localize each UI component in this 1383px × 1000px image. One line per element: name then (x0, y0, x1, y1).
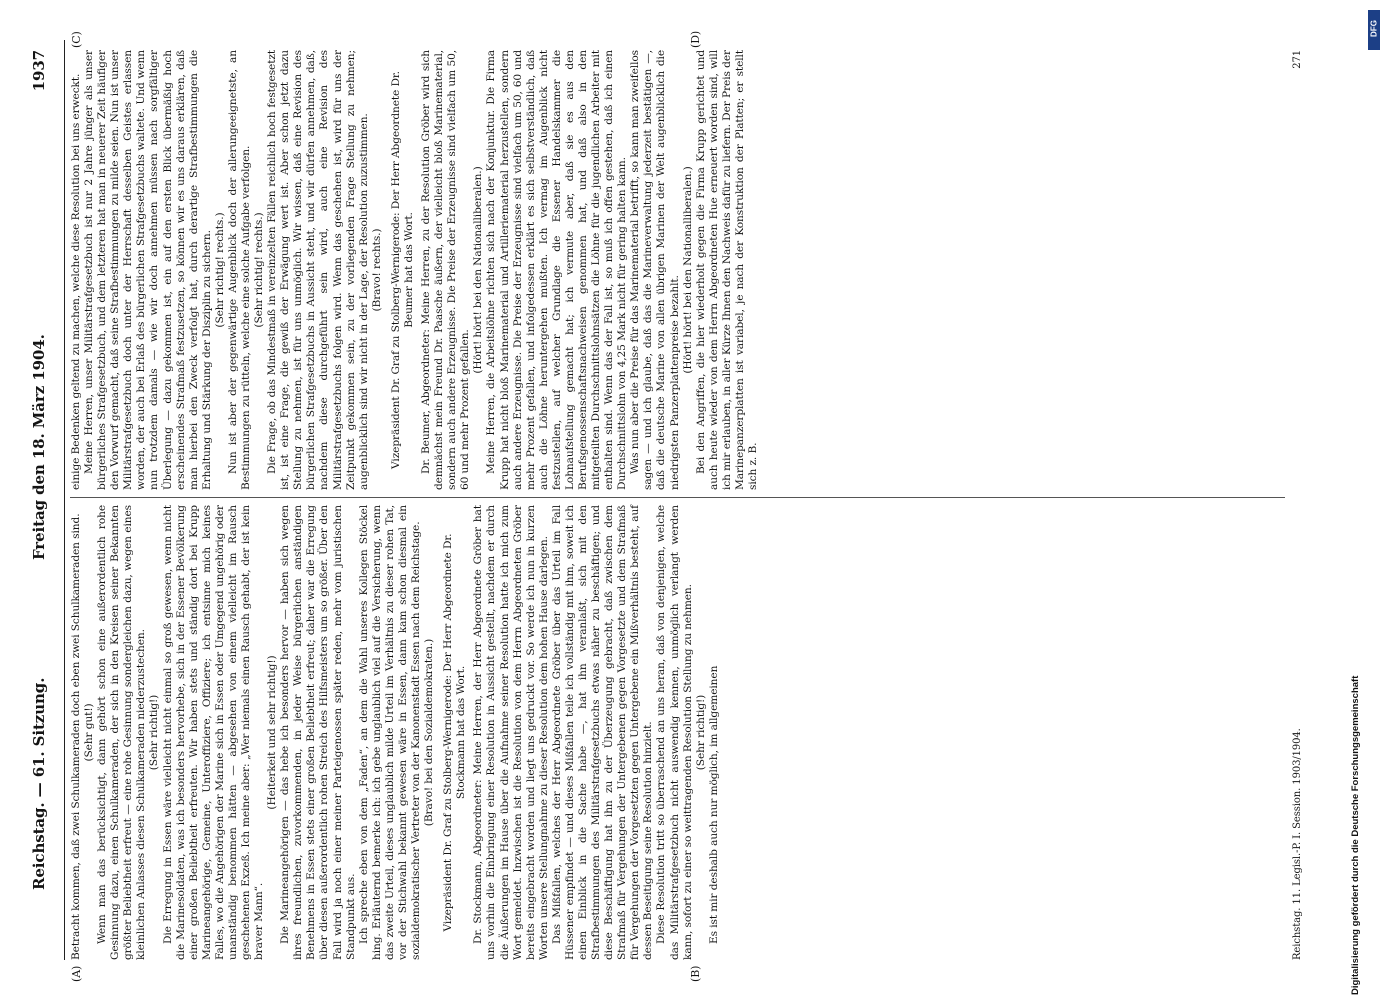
paragraph: Wenn man das berücksichtigt, dann gehört schon eine außerordentlich rohe Gesinnung dazu, einen Schulkameraden, der sich in den Kreisen seiner Bekannten größter Beliebtheit erfreut — eine rohe Gesinnung sondergleichen dazu, wegen eines kleinlichen Anlasses diesen Schulkameraden niederzustechen. (96, 505, 148, 960)
column-right (70, 50, 760, 490)
interjection: (Sehr richtig! rechts.) (253, 212, 266, 328)
interjection: (Sehr richtig!) (148, 694, 161, 771)
paragraph: einige Bedenken geltend zu machen, welche diese Resolution bei uns erweckt. (70, 73, 82, 490)
dfg-logo (1368, 10, 1380, 50)
paragraph: Ich spreche eben von dem „Faden“, an dem die Wahl unseres Kollegen Stöckel hing. Erläuternd bemerke ich: ich gebe unglaublich viel auf die Versicherung, wenn das zweite Urteil, dieses unglaublich milde Urteil im Verhältnis zu dieser rohen Tat, vor der Stichwahl bekannt gewesen wäre in Essen, dann kam schon diesmal ein sozialdemokratischer Vertreter von der Kanonenstadt Essen nach dem Reichstage. (357, 505, 423, 960)
margin-mark-c: (C) (70, 31, 83, 48)
paragraph: Dr. Beumer, Abgeordneter: Meine Herren, zu der Resolution Gröber wird sich demnächst mein Freund Dr. Paasche äußern, der vielleicht bloß Marinematerial, sondern auch andere Erzeugnisse. Die Preise der Erzeugnisse sind vielfach um 50, 60 und mehr Prozent gefallen. (420, 50, 472, 490)
interjection: (Sehr richtig! rechts.) (213, 212, 226, 328)
paragraph: Die Marineangehörigen — das hebe ich besonders hervor — haben sich wegen ihres freundlichen, zuvorkommenden, in jeder Weise bürgerlichen anständigen Benehmens in Essen stets einer großen Beliebtheit erfreut; daher war die Erregung über diesen außerordentlich rohen Streich des Hilfsmeisters um so größer. Über den Fall wird ja noch einer meiner Parteigenossen später reden, mehr vom juristischen Standpunkt aus. (279, 505, 357, 960)
digitization-credit: Digitalisierung gefördert durch die Deutsche Forschungsgemeinschaft (1350, 675, 1361, 995)
paragraph: Diese Resolution tritt so überraschend an uns heran, daß von denjenigen, welche das Militärstrafgesetzbuch nicht auswendig kennen, unmöglich verlangt werden kann, sofort zu einer so weittragenden Resolution Stellung zu nehmen. (655, 505, 694, 960)
interjection: (Bravo! rechts.) (370, 228, 383, 312)
paragraph: Die Erregung in Essen wäre vielleicht nicht einmal so groß gewesen, wenn nicht die Marinesoldaten, was ich besonders hervorhebe, sich in der Essener Bevölkerung einer großen Beliebtheit erfreuten. Wir haben stets und ständig dort bei Krupp Marineangehörige, Gemeine, Unteroffiziere, Offiziere; ich entsinne mich keines Falles, wo die Angehörigen der Marine sich in Essen oder Umgegend ungehörig oder unanständig benommen hätten — abgesehen von einem vielleicht im Rausch geschehenen Exzeß. Ich meine aber: „Wer niemals einen Rausch gehabt, der ist kein braver Mann“. (161, 505, 266, 960)
header-left: Reichstag. — 61. Sitzung. (30, 677, 48, 890)
interjection: (Heiterkeit und sehr richtig!) (266, 655, 279, 810)
document-page (24, 30, 1354, 982)
paragraph: Dr. Stockmann, Abgeordneter: Meine Herren, der Herr Abgeordnete Gröber hat uns vorhin die Einbringung einer Resolution in Aussicht gestellt, nachdem er durch die Äußerungen im Hause über die Aufnahme seiner Resolution hatte ich mich zum Wort gemeldet. Inzwischen ist die Resolution von dem Herrn Abgeordneten Gröber bereits eingebracht worden und liegt uns gedruckt vor. So werde ich nun in kurzen Worten unsere Stellungnahme zu dieser Resolution dem hohen Hause darlegen. (472, 505, 550, 960)
margin-mark-d: (D) (689, 30, 702, 48)
footer-sheet-number: 271 (1292, 50, 1303, 69)
interjection: (Sehr gut!) (83, 703, 96, 762)
margin-mark-a: (A) (70, 965, 83, 982)
margin-mark-b: (B) (689, 965, 702, 982)
interjection: (Hört! hört! bei den Nationalliberalen.) (681, 166, 694, 374)
dfg-logo-text: DFG (1369, 20, 1379, 37)
interjection: (Sehr richtig!) (694, 694, 707, 771)
interjection: (Hört! hört! bei den Nationalliberalen.) (472, 166, 485, 374)
header-page-number: 1937 (30, 50, 48, 92)
paragraph: Meine Herren, unser Militärstrafgesetzbuch ist nur 2 Jahre jünger als unser bürgerliches Strafgesetzbuch, und dem letzteren hat man in neuerer Zeit häufiger den Vorwurf gemacht, daß seine Strafbestimmungen zu milde seien. Nun ist unser Militärstrafgesetzbuch doch unter der Herrschaft desselben Geistes erlassen worden, der auch bei Erlaß des bürgerlichen Strafgesetzbuchs waltete. Und wenn nun trotzdem damals — wie wir doch annehmen müssen nach sorgfältiger Überlegung — dazu gekommen ist, ein auf den ersten Blick übermäßig hoch erscheinendes Strafmaß festzusetzen, so können wir es uns daraus erklären, daß man hierbei den Zweck verfolgt hat, durch derartige Strafbestimmungen die Erhaltung und Stärkung der Disziplin zu sichern. (83, 50, 213, 490)
paragraph: Nun ist aber der gegenwärtige Augenblick doch der allerungeeignetste, an Bestimmungen zu rütteln, welche eine solche Aufgabe verfolgen. (226, 50, 253, 490)
paragraph: Was nun aber die Preise für das Marinematerial betrifft, so kann man zweifellos sagen — und ich glaube, daß das die Marineverwaltung jederzeit bestätigen —, daß die deutsche Marine von allen übrigen Marinen der Welt augenblicklich die niedrigsten Panzerplattenpreise bezahlt. (629, 50, 681, 490)
speaker-announcement: Vizepräsident Dr. Graf zu Stolberg-Wernigerode: Der Herr Abgeordnete Dr. Beumer hat das Wort. (389, 71, 415, 469)
page-footer: Reichstag. 11. Legisl.-P. I. Session. 1903/1904. (1292, 728, 1303, 960)
paragraph: Das Mißfallen, welches der Herr Abgeordnete Gröber über das Urteil im Fall Hüssener empfindet — und dieses Mißfallen teile ich vollständig mit ihm, soweit ich einen Einblick in die Sache habe —, hat ihn veranlaßt, sich mit den Strafbestimmungen des Militärstrafgesetzbuchs etwas näher zu beschäftigen; und diese Beschäftigung hat ihn zu der Überzeugung gebracht, daß zwischen dem Strafmaß für Vergehungen der Untergebenen gegen Vorgesetzte und dem Strafmaß für Vergehungen der Vorgesetzten gegen Untergebene ein Mißverhältnis besteht, auf dessen Beseitigung seine Resolution hinzielt. (550, 505, 655, 960)
paragraph: Bei den Angriffen, die hier wiederholt gegen die Firma Krupp gerichtet und auch heute wieder von dem Herrn Abgeordneten Hue erneuert worden sind, will ich mir erlauben, in aller Kürze Ihnen den Nachweis dafür zu liefern. Der Preis der Marinepanzerplatten ist variabel, je nach der Konstruktion der Platten; er stellt sich z. B. (694, 50, 759, 490)
column-divider (70, 497, 1285, 498)
header-date: Freitag den 18. März 1904. (30, 334, 48, 560)
paragraph: Betracht kommen, daß zwei Schulkameraden doch eben zwei Schulkameraden sind. (70, 513, 82, 960)
paragraph: Es ist mir deshalb auch nur möglich, im allgemeinen (707, 665, 720, 944)
paragraph: Meine Herren, die Arbeitslöhne richten sich nach der Konjunktur. Die Firma Krupp hat nicht bloß Marinematerial und Artilleriematerial herzustellen, sondern auch andere Erzeugnisse. Die Preise der Erzeugnisse sind vielfach um 50, 60 und mehr Prozent gefallen, und infolgedessen erklärt es sich selbstverständlich, daß auch die Löhne heruntergehen mußten. Ich vermag im Augenblick nicht festzustellen, auf welcher Grundlage die Essener Handelskammer die Lohnaufstellung gemacht hat; ich vermute aber, daß sie es aus den Berufsgenossenschaftsnachweisen genommen hat, und daß also in den mitgeteilten Durchschnittslohnsätzen die Löhne für die jugendlichen Arbeiter mit enthalten sind. Wenn das der Fall ist, so muß ich offen gestehen, daß ich einen Durchschnittslohn von 4,25 Mark nicht für gering halten kann. (485, 50, 629, 490)
column-left (70, 505, 721, 960)
interjection: (Bravo! bei den Sozialdemokraten.) (423, 638, 436, 827)
speaker-announcement: Vizepräsident Dr. Graf zu Stolberg-Wernigerode: Der Herr Abgeordnete Dr. Stockmann hat das Wort. (442, 533, 468, 932)
page-header (24, 40, 65, 960)
paragraph: Die Frage, ob das Mindestmaß in vereinzelten Fällen reichlich hoch festgesetzt ist, ist eine Frage, die gewiß der Erwägung wert ist. Aber schon jetzt dazu Stellung zu nehmen, ist für uns unmöglich. Wir wissen, daß eine Revision des bürgerlichen Strafgesetzbuchs in Aussicht steht, und wir dürfen annehmen, daß, nachdem diese durchgeführt sein wird, auch eine Revision des Militärstrafgesetzbuchs folgen wird. Wenn das geschehen ist, wird für uns der Zeitpunkt gekommen sein, zu der vorliegenden Frage Stellung zu nehmen; augenblicklich sind wir nicht in der Lage, der Resolution zuzustimmen. (266, 50, 370, 490)
